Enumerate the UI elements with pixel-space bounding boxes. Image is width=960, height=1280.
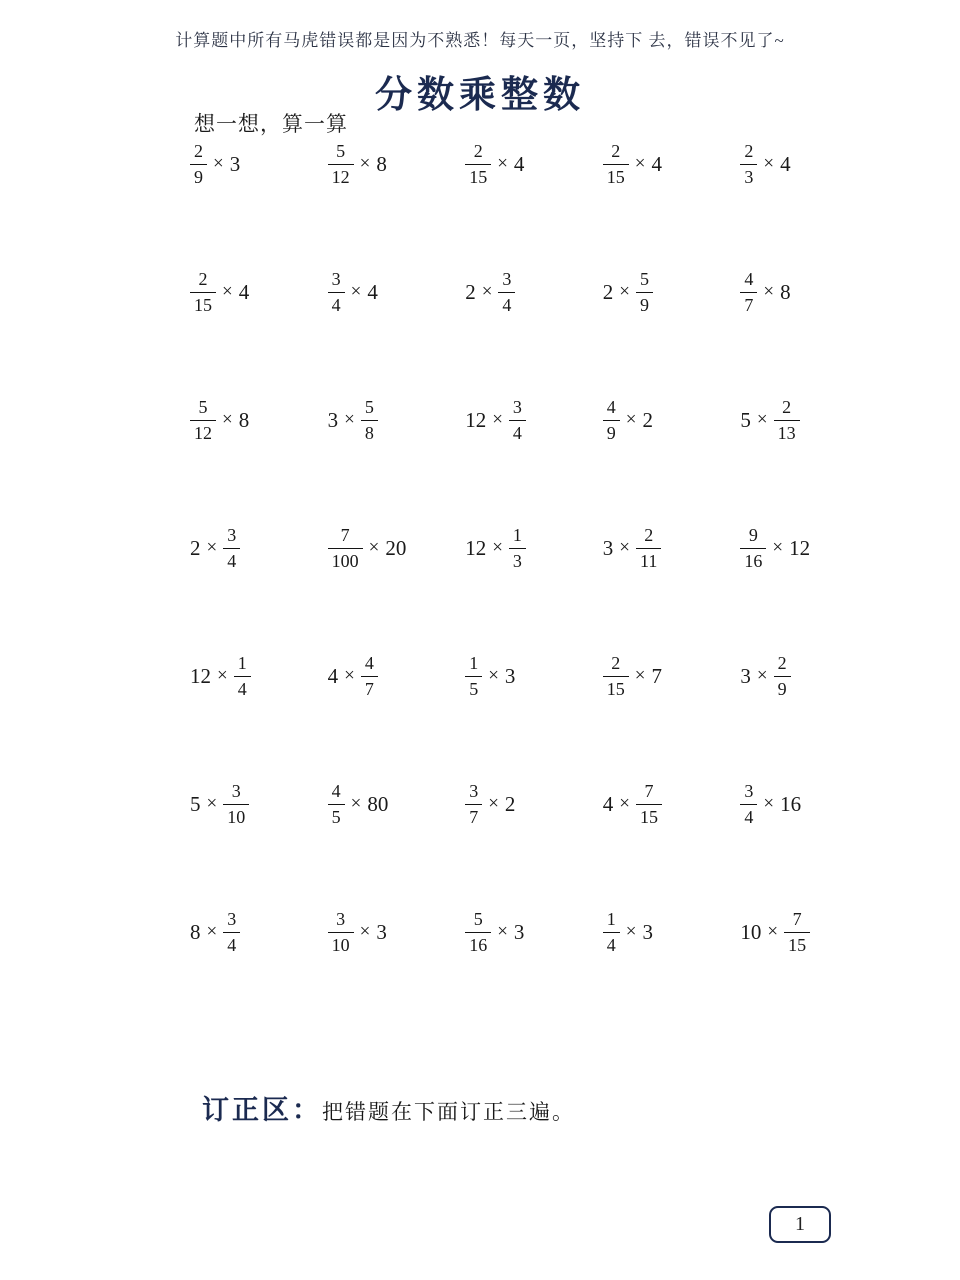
fraction-numerator: 4: [740, 269, 757, 292]
fraction-denominator: 5: [331, 806, 341, 827]
problem-cell: [740, 484, 878, 612]
fraction-numerator: 3: [223, 781, 249, 804]
fraction-denominator: 4: [502, 294, 512, 315]
header-note: 计算题中所有马虎错误都是因为不熟悉！每天一页，坚持下 去，错误不见了~: [175, 31, 785, 50]
fraction: [328, 781, 345, 826]
problem: [190, 781, 249, 826]
integer-term: 4: [513, 151, 525, 176]
fraction-denominator: 15: [606, 166, 625, 187]
correction-text: 把错题在下面订正三遍。: [322, 1100, 575, 1124]
fraction-denominator: 15: [606, 678, 625, 699]
multiply-operator: ×: [763, 153, 775, 174]
fraction: [328, 909, 354, 954]
fraction-numerator: 2: [740, 141, 757, 164]
multiply-operator: ×: [344, 409, 355, 430]
multiply-operator: ×: [619, 793, 631, 814]
problem: [740, 781, 801, 826]
fraction-denominator: 16: [469, 934, 488, 955]
integer-term: 8: [238, 407, 250, 432]
fraction-denominator: 10: [227, 806, 246, 827]
fraction-denominator: 4: [237, 678, 247, 699]
fraction: [328, 141, 354, 186]
multiply-operator: ×: [634, 665, 646, 686]
problem: [603, 525, 662, 570]
fraction: [784, 909, 810, 954]
integer-term: 3: [602, 535, 614, 560]
problem-cell: [328, 612, 466, 740]
fraction-denominator: 3: [744, 166, 754, 187]
multiply-operator: ×: [756, 409, 768, 430]
fraction-numerator: 9: [740, 525, 766, 548]
problem-cell: [740, 740, 878, 868]
fraction-numerator: 3: [223, 525, 240, 548]
integer-term: 8: [780, 279, 791, 304]
multiply-operator: ×: [634, 153, 646, 174]
problem: [190, 909, 240, 954]
problem-cell: [603, 868, 741, 996]
fraction: [603, 653, 629, 698]
multiply-operator: ×: [344, 665, 355, 686]
fraction-denominator: 4: [744, 806, 754, 827]
multiply-operator: ×: [350, 793, 362, 814]
integer-term: 4: [367, 279, 378, 304]
fraction-denominator: 4: [606, 934, 616, 955]
problem-cell: [740, 228, 878, 356]
fraction-denominator: 12: [331, 166, 350, 187]
fraction: [190, 269, 216, 314]
fraction-denominator: 4: [512, 422, 522, 443]
multiply-operator: ×: [222, 409, 233, 430]
problem: [740, 909, 810, 954]
fraction-numerator: 2: [603, 653, 629, 676]
fraction-denominator: 4: [227, 550, 237, 571]
fraction-numerator: 1: [465, 653, 482, 676]
integer-term: 3: [740, 663, 751, 688]
fraction: [740, 525, 766, 570]
problem: [465, 653, 515, 698]
problem: [328, 909, 387, 954]
problem: [603, 269, 653, 314]
integer-term: 2: [642, 407, 654, 432]
integer-term: 4: [327, 663, 339, 688]
problem-cell: [190, 100, 328, 228]
problems-grid: [190, 100, 878, 996]
problem-cell: [190, 484, 328, 612]
problem-cell: [328, 228, 466, 356]
fraction-numerator: 7: [784, 909, 810, 932]
fraction-numerator: 3: [465, 781, 482, 804]
fraction-numerator: 3: [740, 781, 757, 804]
fraction: [740, 141, 757, 186]
multiply-operator: ×: [481, 281, 493, 302]
multiply-operator: ×: [206, 537, 218, 558]
problem-cell: [190, 740, 328, 868]
fraction-denominator: 16: [744, 550, 763, 571]
multiply-operator: ×: [359, 921, 371, 942]
subtitle: 想一想，算一算: [194, 112, 348, 136]
problem-cell: [328, 356, 466, 484]
fraction-denominator: 9: [606, 422, 616, 443]
problem-cell: [190, 868, 328, 996]
fraction-numerator: 1: [509, 525, 526, 548]
fraction-denominator: 8: [364, 422, 374, 443]
multiply-operator: ×: [756, 665, 768, 686]
fraction-numerator: 7: [636, 781, 662, 804]
problem: [603, 653, 662, 698]
problem: [740, 397, 799, 442]
fraction: [234, 653, 251, 698]
integer-term: 3: [229, 151, 241, 176]
fraction: [190, 397, 216, 442]
multiply-operator: ×: [619, 281, 631, 302]
fraction: [636, 781, 662, 826]
problem: [190, 525, 240, 570]
problem-cell: [465, 868, 603, 996]
multiply-operator: ×: [767, 921, 779, 942]
integer-term: 2: [504, 791, 516, 816]
fraction-numerator: 5: [361, 397, 378, 420]
problem: [190, 397, 249, 442]
integer-term: 2: [190, 535, 201, 560]
problem: [465, 525, 526, 570]
multiply-operator: ×: [497, 921, 508, 942]
fraction-numerator: 2: [190, 269, 216, 292]
multiply-operator: ×: [206, 921, 218, 942]
fraction-numerator: 7: [328, 525, 363, 548]
fraction-numerator: 2: [190, 141, 207, 164]
fraction-denominator: 13: [777, 422, 796, 443]
problem-cell: [465, 356, 603, 484]
problem-cell: [328, 484, 466, 612]
integer-term: 16: [780, 791, 802, 816]
problem: [328, 781, 389, 826]
fraction: [223, 781, 249, 826]
fraction-denominator: 7: [744, 294, 754, 315]
multiply-operator: ×: [488, 793, 499, 814]
problem-cell: [465, 484, 603, 612]
correction-label: 订正区：: [202, 1095, 322, 1125]
problem: [740, 141, 790, 186]
multiply-operator: ×: [763, 281, 775, 302]
integer-term: 10: [740, 919, 762, 944]
integer-term: 3: [376, 919, 387, 944]
integer-term: 3: [504, 663, 516, 688]
fraction-numerator: 4: [361, 653, 378, 676]
multiply-operator: ×: [619, 537, 631, 558]
fraction-denominator: 9: [194, 166, 203, 187]
problem-cell: [328, 868, 466, 996]
problem-cell: [603, 356, 741, 484]
fraction: [636, 525, 661, 570]
fraction: [223, 909, 240, 954]
problem: [190, 269, 249, 314]
problem-cell: [740, 356, 878, 484]
problem: [465, 397, 526, 442]
fraction-numerator: 5: [636, 269, 653, 292]
problem: [603, 781, 662, 826]
fraction-numerator: 5: [328, 141, 354, 164]
integer-term: 3: [642, 919, 654, 944]
fraction-denominator: 100: [331, 550, 359, 571]
integer-term: 8: [376, 151, 387, 176]
fraction-numerator: 3: [328, 269, 345, 292]
fraction-numerator: 4: [603, 397, 620, 420]
problem-cell: [603, 740, 741, 868]
integer-term: 20: [385, 535, 407, 560]
integer-term: 12: [465, 535, 487, 560]
problem-cell: [603, 100, 741, 228]
fraction-denominator: 7: [469, 806, 479, 827]
fraction: [603, 909, 620, 954]
multiply-operator: ×: [625, 409, 637, 430]
integer-term: 4: [651, 151, 663, 176]
problem-cell: [465, 228, 603, 356]
integer-term: 3: [513, 919, 525, 944]
problem-cell: [465, 100, 603, 228]
problem: [740, 525, 810, 570]
fraction: [509, 525, 526, 570]
fraction: [465, 653, 482, 698]
correction-area: [202, 1088, 575, 1127]
integer-term: 12: [465, 407, 487, 432]
problem-cell: [603, 228, 741, 356]
multiply-operator: ×: [217, 665, 228, 686]
problem: [465, 781, 515, 826]
problem: [740, 269, 790, 314]
fraction-numerator: 2: [603, 141, 629, 164]
integer-term: 3: [327, 407, 339, 432]
problem-cell: [740, 868, 878, 996]
problem: [190, 653, 251, 698]
integer-term: 5: [190, 791, 201, 816]
problem: [328, 525, 407, 570]
fraction-numerator: 3: [328, 909, 354, 932]
problem: [190, 141, 240, 186]
page-number-box: [769, 1206, 831, 1243]
problem: [465, 269, 515, 314]
fraction-denominator: 4: [227, 934, 237, 955]
fraction-denominator: 11: [640, 550, 658, 571]
fraction-numerator: 1: [603, 909, 620, 932]
problem: [328, 397, 378, 442]
problem: [603, 909, 653, 954]
multiply-operator: ×: [488, 665, 499, 686]
multiply-operator: ×: [497, 153, 508, 174]
problem: [328, 269, 378, 314]
page-number: 1: [795, 1213, 805, 1235]
multiply-operator: ×: [368, 537, 380, 558]
fraction: [223, 525, 240, 570]
fraction-numerator: 2: [774, 653, 791, 676]
integer-term: 2: [465, 279, 476, 304]
integer-term: 12: [789, 535, 811, 560]
integer-term: 5: [740, 407, 751, 432]
fraction: [509, 397, 526, 442]
fraction-denominator: 3: [512, 550, 522, 571]
multiply-operator: ×: [213, 153, 224, 174]
fraction: [774, 653, 791, 698]
integer-term: 2: [602, 279, 614, 304]
fraction-denominator: 15: [194, 294, 212, 315]
fraction-denominator: 9: [640, 294, 650, 315]
fraction: [328, 269, 345, 314]
fraction: [328, 525, 363, 570]
fraction: [361, 653, 378, 698]
problem-cell: [740, 100, 878, 228]
problem: [465, 909, 524, 954]
fraction-denominator: 12: [194, 422, 212, 443]
problem: [328, 141, 387, 186]
fraction: [361, 397, 378, 442]
integer-term: 4: [238, 279, 250, 304]
multiply-operator: ×: [625, 921, 637, 942]
fraction: [740, 781, 757, 826]
fraction-denominator: 15: [469, 166, 488, 187]
fraction-denominator: 10: [331, 934, 350, 955]
fraction: [740, 269, 757, 314]
fraction-numerator: 2: [774, 397, 800, 420]
fraction: [774, 397, 800, 442]
problem-cell: [603, 484, 741, 612]
multiply-operator: ×: [492, 537, 503, 558]
fraction-numerator: 5: [190, 397, 216, 420]
integer-term: 7: [651, 663, 663, 688]
problem-cell: [465, 740, 603, 868]
problem-cell: [190, 228, 328, 356]
problem: [328, 653, 378, 698]
fraction-numerator: 1: [234, 653, 251, 676]
fraction-denominator: 15: [788, 934, 807, 955]
problem: [740, 653, 790, 698]
multiply-operator: ×: [206, 793, 218, 814]
fraction: [603, 141, 629, 186]
fraction-denominator: 9: [777, 678, 787, 699]
fraction: [498, 269, 515, 314]
fraction-numerator: 5: [465, 909, 491, 932]
fraction: [465, 909, 491, 954]
fraction-denominator: 5: [469, 678, 479, 699]
fraction: [465, 141, 491, 186]
fraction-numerator: 3: [498, 269, 515, 292]
problem-cell: [328, 100, 466, 228]
problem-cell: [190, 612, 328, 740]
fraction: [603, 397, 620, 442]
multiply-operator: ×: [359, 153, 371, 174]
integer-term: 80: [367, 791, 389, 816]
problem-cell: [328, 740, 466, 868]
integer-term: 4: [780, 151, 791, 176]
integer-term: 4: [602, 791, 614, 816]
fraction: [190, 141, 207, 186]
multiply-operator: ×: [772, 537, 784, 558]
fraction-numerator: 2: [465, 141, 491, 164]
fraction-denominator: 7: [364, 678, 374, 699]
fraction: [465, 781, 482, 826]
fraction-numerator: 3: [223, 909, 240, 932]
multiply-operator: ×: [350, 281, 362, 302]
page-title: 分数乘整数: [375, 75, 585, 116]
integer-term: 8: [190, 919, 201, 944]
integer-term: 12: [190, 663, 211, 688]
multiply-operator: ×: [763, 793, 775, 814]
fraction-numerator: 2: [636, 525, 661, 548]
problem: [465, 141, 524, 186]
fraction-numerator: 4: [328, 781, 345, 804]
fraction-denominator: 15: [640, 806, 659, 827]
problem-cell: [740, 612, 878, 740]
fraction: [636, 269, 653, 314]
problem: [603, 141, 662, 186]
multiply-operator: ×: [492, 409, 503, 430]
problem-cell: [603, 612, 741, 740]
fraction-denominator: 4: [331, 294, 341, 315]
problem-cell: [190, 356, 328, 484]
multiply-operator: ×: [222, 281, 233, 302]
problem-cell: [465, 612, 603, 740]
fraction-numerator: 3: [509, 397, 526, 420]
problem: [603, 397, 653, 442]
